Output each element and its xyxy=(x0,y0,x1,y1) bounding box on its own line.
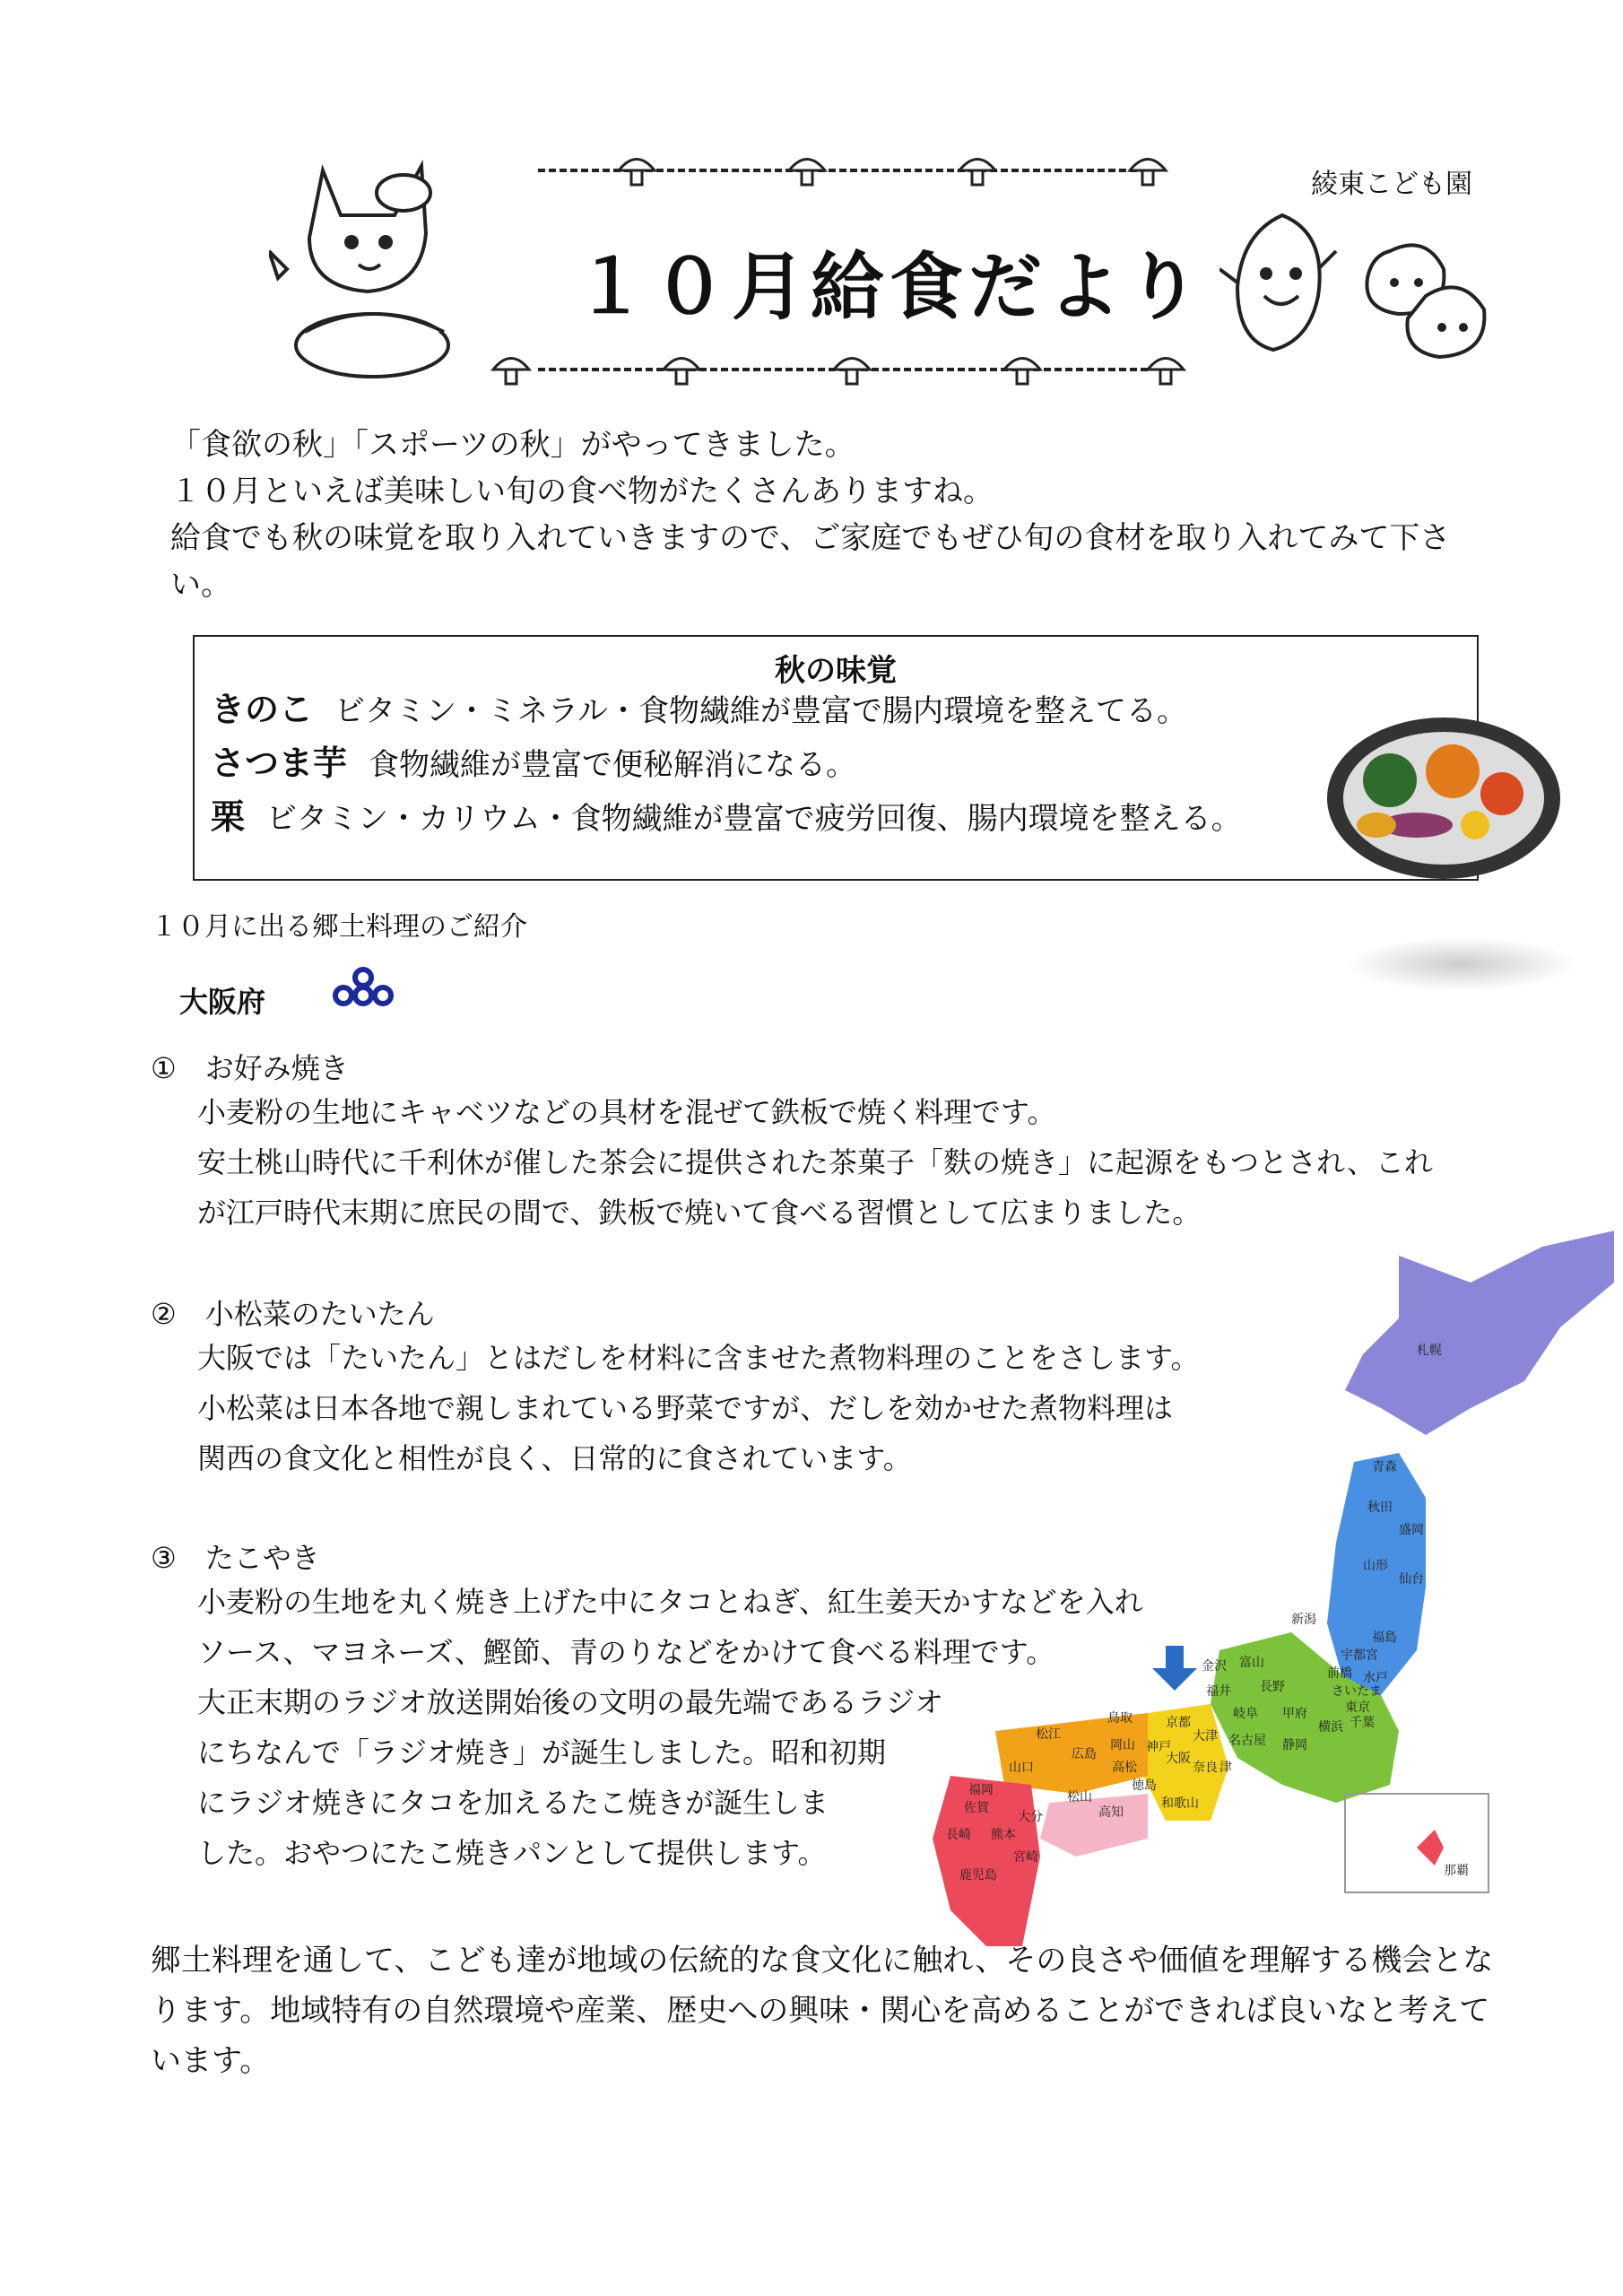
autumn-item-name: 栗 xyxy=(211,797,246,837)
dish-line: が江戸時代末期に庶民の間で、鉄板で焼いて食べる習慣として広まりました。 xyxy=(197,1196,1202,1230)
city-label: 東京 xyxy=(1345,1700,1370,1715)
dish-title-takoyaki: ③ たこやき xyxy=(151,1541,320,1575)
closing-line: 郷土料理を通して、こども達が地域の伝統的な食文化に触れ、その良さや価値を理解する機会とな xyxy=(151,1943,1494,1979)
city-label: 大阪 xyxy=(1166,1752,1191,1766)
city-label: 和歌山 xyxy=(1161,1796,1199,1811)
city-label: 神戸 xyxy=(1146,1740,1171,1754)
dish-line: した。おやつにたこ焼きパンとして提供します。 xyxy=(197,1836,827,1870)
osaka-emblem-icon xyxy=(327,965,399,1019)
city-label: 福井 xyxy=(1206,1684,1231,1699)
city-label: 札幌 xyxy=(1417,1344,1442,1358)
city-label: 高松 xyxy=(1112,1761,1137,1775)
dish-title-okonomiyaki: ① お好み焼き xyxy=(151,1051,349,1085)
dish-description-okonomiyaki xyxy=(197,1087,1433,1238)
city-label: 鹿児島 xyxy=(959,1868,997,1883)
city-label: 鳥取 xyxy=(1107,1711,1133,1726)
city-label: 長崎 xyxy=(946,1828,971,1842)
city-label: 佐賀 xyxy=(964,1801,989,1815)
city-label: 宮崎 xyxy=(1013,1850,1038,1865)
regional-cuisine-subtitle: １０月に出る郷土料理のご紹介 xyxy=(151,911,527,943)
sweet-potato-chestnut-illustration xyxy=(1219,197,1488,377)
sweet-potato-icon xyxy=(1237,215,1320,350)
city-label: 津 xyxy=(1219,1761,1232,1775)
japan-map xyxy=(897,1229,1614,1946)
city-label: 盛岡 xyxy=(1399,1523,1424,1537)
dish-line: 小松菜は日本各地で親しまれている野菜ですが、だしを効かせた煮物料理は xyxy=(197,1391,1174,1425)
city-label: 青森 xyxy=(1372,1460,1397,1474)
city-label: 秋田 xyxy=(1367,1500,1393,1515)
city-label: 岐阜 xyxy=(1233,1707,1258,1721)
intro-line: 給食でも秋の味覚を取り入れていきますので、ご家庭でもぜひ旬の食材を取り入れてみて下さ xyxy=(170,520,1451,556)
city-label: 仙台 xyxy=(1399,1572,1424,1587)
city-label: 京都 xyxy=(1166,1716,1191,1730)
organization-name: 綾東こども園 xyxy=(1311,169,1472,200)
map-region-hokkaido xyxy=(1345,1229,1614,1435)
city-label: 横浜 xyxy=(1318,1720,1343,1735)
autumn-item-text: ビタミン・ミネラル・食物繊維が豊富で腸内環境を整えてる。 xyxy=(334,693,1187,729)
city-label: 松江 xyxy=(1036,1727,1061,1742)
city-label: 宇都宮 xyxy=(1341,1648,1378,1663)
autumn-item-text: 食物繊維が豊富で便秘解消になる。 xyxy=(369,747,857,783)
dish-line: ソース、マヨネーズ、鰹節、青のりなどをかけて食べる料理です。 xyxy=(197,1635,1055,1669)
intro-line: １０月といえば美味しい旬の食べ物がたくさんありますね。 xyxy=(170,474,994,509)
city-label: 大津 xyxy=(1193,1729,1218,1744)
city-label: 福岡 xyxy=(968,1783,994,1797)
mushroom-icon xyxy=(493,359,1184,385)
autumn-item-chestnut xyxy=(211,796,1242,839)
autumn-flavors-box xyxy=(193,635,1479,881)
autumn-item-sweet-potato xyxy=(211,743,856,786)
city-label: 山形 xyxy=(1363,1559,1388,1573)
fox-character-illustration xyxy=(269,152,502,386)
vegetable-plate-image xyxy=(1318,709,1569,888)
intro-line: 「食欲の秋」「スポーツの秋」がやってきました。 xyxy=(170,427,855,463)
dish-title-komatsuna: ② 小松菜のたいたん xyxy=(151,1297,435,1331)
city-label: 名古屋 xyxy=(1228,1734,1266,1748)
city-label: 福島 xyxy=(1372,1631,1397,1645)
dish-line: 関西の食文化と相性が良く、日常的に食されています。 xyxy=(197,1441,912,1475)
mushroom-icon xyxy=(619,160,1166,186)
autumn-box-title: 秋の味覚 xyxy=(775,653,897,689)
dish-line: にラジオ焼きにタコを加えるたこ焼きが誕生しま xyxy=(197,1786,829,1820)
autumn-item-mushroom xyxy=(211,689,1187,732)
dish-line: 安土桃山時代に千利休が催した茶会に提供された茶菓子「麩の焼き」に起源をもつとされ、これ xyxy=(197,1145,1433,1179)
city-label: 岡山 xyxy=(1110,1738,1135,1752)
osaka-arrow-icon xyxy=(1152,1646,1197,1691)
city-label: 前橋 xyxy=(1327,1666,1352,1681)
city-label: 広島 xyxy=(1072,1747,1097,1761)
city-label: 高知 xyxy=(1098,1805,1124,1820)
city-label: 奈良 xyxy=(1193,1761,1218,1775)
city-label: 静岡 xyxy=(1282,1738,1307,1752)
autumn-item-name: さつま芋 xyxy=(211,744,348,783)
city-label: 水戸 xyxy=(1363,1671,1388,1685)
map-region-shikoku xyxy=(1040,1794,1148,1857)
city-label: 甲府 xyxy=(1282,1707,1307,1721)
dish-line: 大正末期のラジオ放送開始後の文明の最先端であるラジオ xyxy=(197,1685,944,1719)
mushroom-icons-bottom xyxy=(484,343,1202,396)
map-region-okinawa xyxy=(1417,1830,1444,1866)
city-label: さいたま xyxy=(1332,1684,1382,1699)
city-label: 那覇 xyxy=(1444,1864,1469,1878)
city-label: 千葉 xyxy=(1350,1716,1375,1730)
city-label: 新潟 xyxy=(1291,1613,1316,1627)
newsletter-title: １０月給食だより xyxy=(574,245,1206,330)
dish-line: 小麦粉の生地を丸く焼き上げた中にタコとねぎ、紅生姜天かすなどを入れ xyxy=(197,1585,1143,1619)
city-label: 長野 xyxy=(1260,1680,1285,1694)
city-label: 徳島 xyxy=(1132,1779,1157,1793)
city-label: 熊本 xyxy=(991,1828,1016,1842)
dish-line: 大阪では「たいたん」とはだしを材料に含ませた煮物料理のことをさします。 xyxy=(197,1341,1200,1375)
autumn-item-name: きのこ xyxy=(211,690,314,729)
plate-shadow xyxy=(1345,937,1578,991)
city-label: 大分 xyxy=(1018,1810,1043,1824)
prefecture-name: 大阪府 xyxy=(179,985,266,1019)
autumn-item-text: ビタミン・カリウム・食物繊維が豊富で疲労回復、腸内環境を整える。 xyxy=(266,801,1242,837)
intro-line: い。 xyxy=(170,567,231,603)
city-label: 山口 xyxy=(1009,1761,1034,1775)
intro-paragraph xyxy=(170,422,1551,608)
city-label: 松山 xyxy=(1067,1790,1092,1805)
city-label: 金沢 xyxy=(1202,1659,1227,1674)
dish-line: にちなんで「ラジオ焼き」が誕生しました。昭和初期 xyxy=(197,1735,887,1770)
dish-line: 小麦粉の生地にキャベツなどの具材を混ぜて鉄板で焼く料理です。 xyxy=(197,1095,1056,1129)
mushroom-icons-top xyxy=(610,144,1184,197)
closing-line: います。 xyxy=(151,2043,271,2079)
closing-line: ります。地域特有の自然環境や産業、歴史への興味・関心を高めることができれば良いなと考えて xyxy=(151,1993,1490,2029)
closing-paragraph xyxy=(151,1935,1496,2086)
city-label: 富山 xyxy=(1239,1656,1264,1670)
